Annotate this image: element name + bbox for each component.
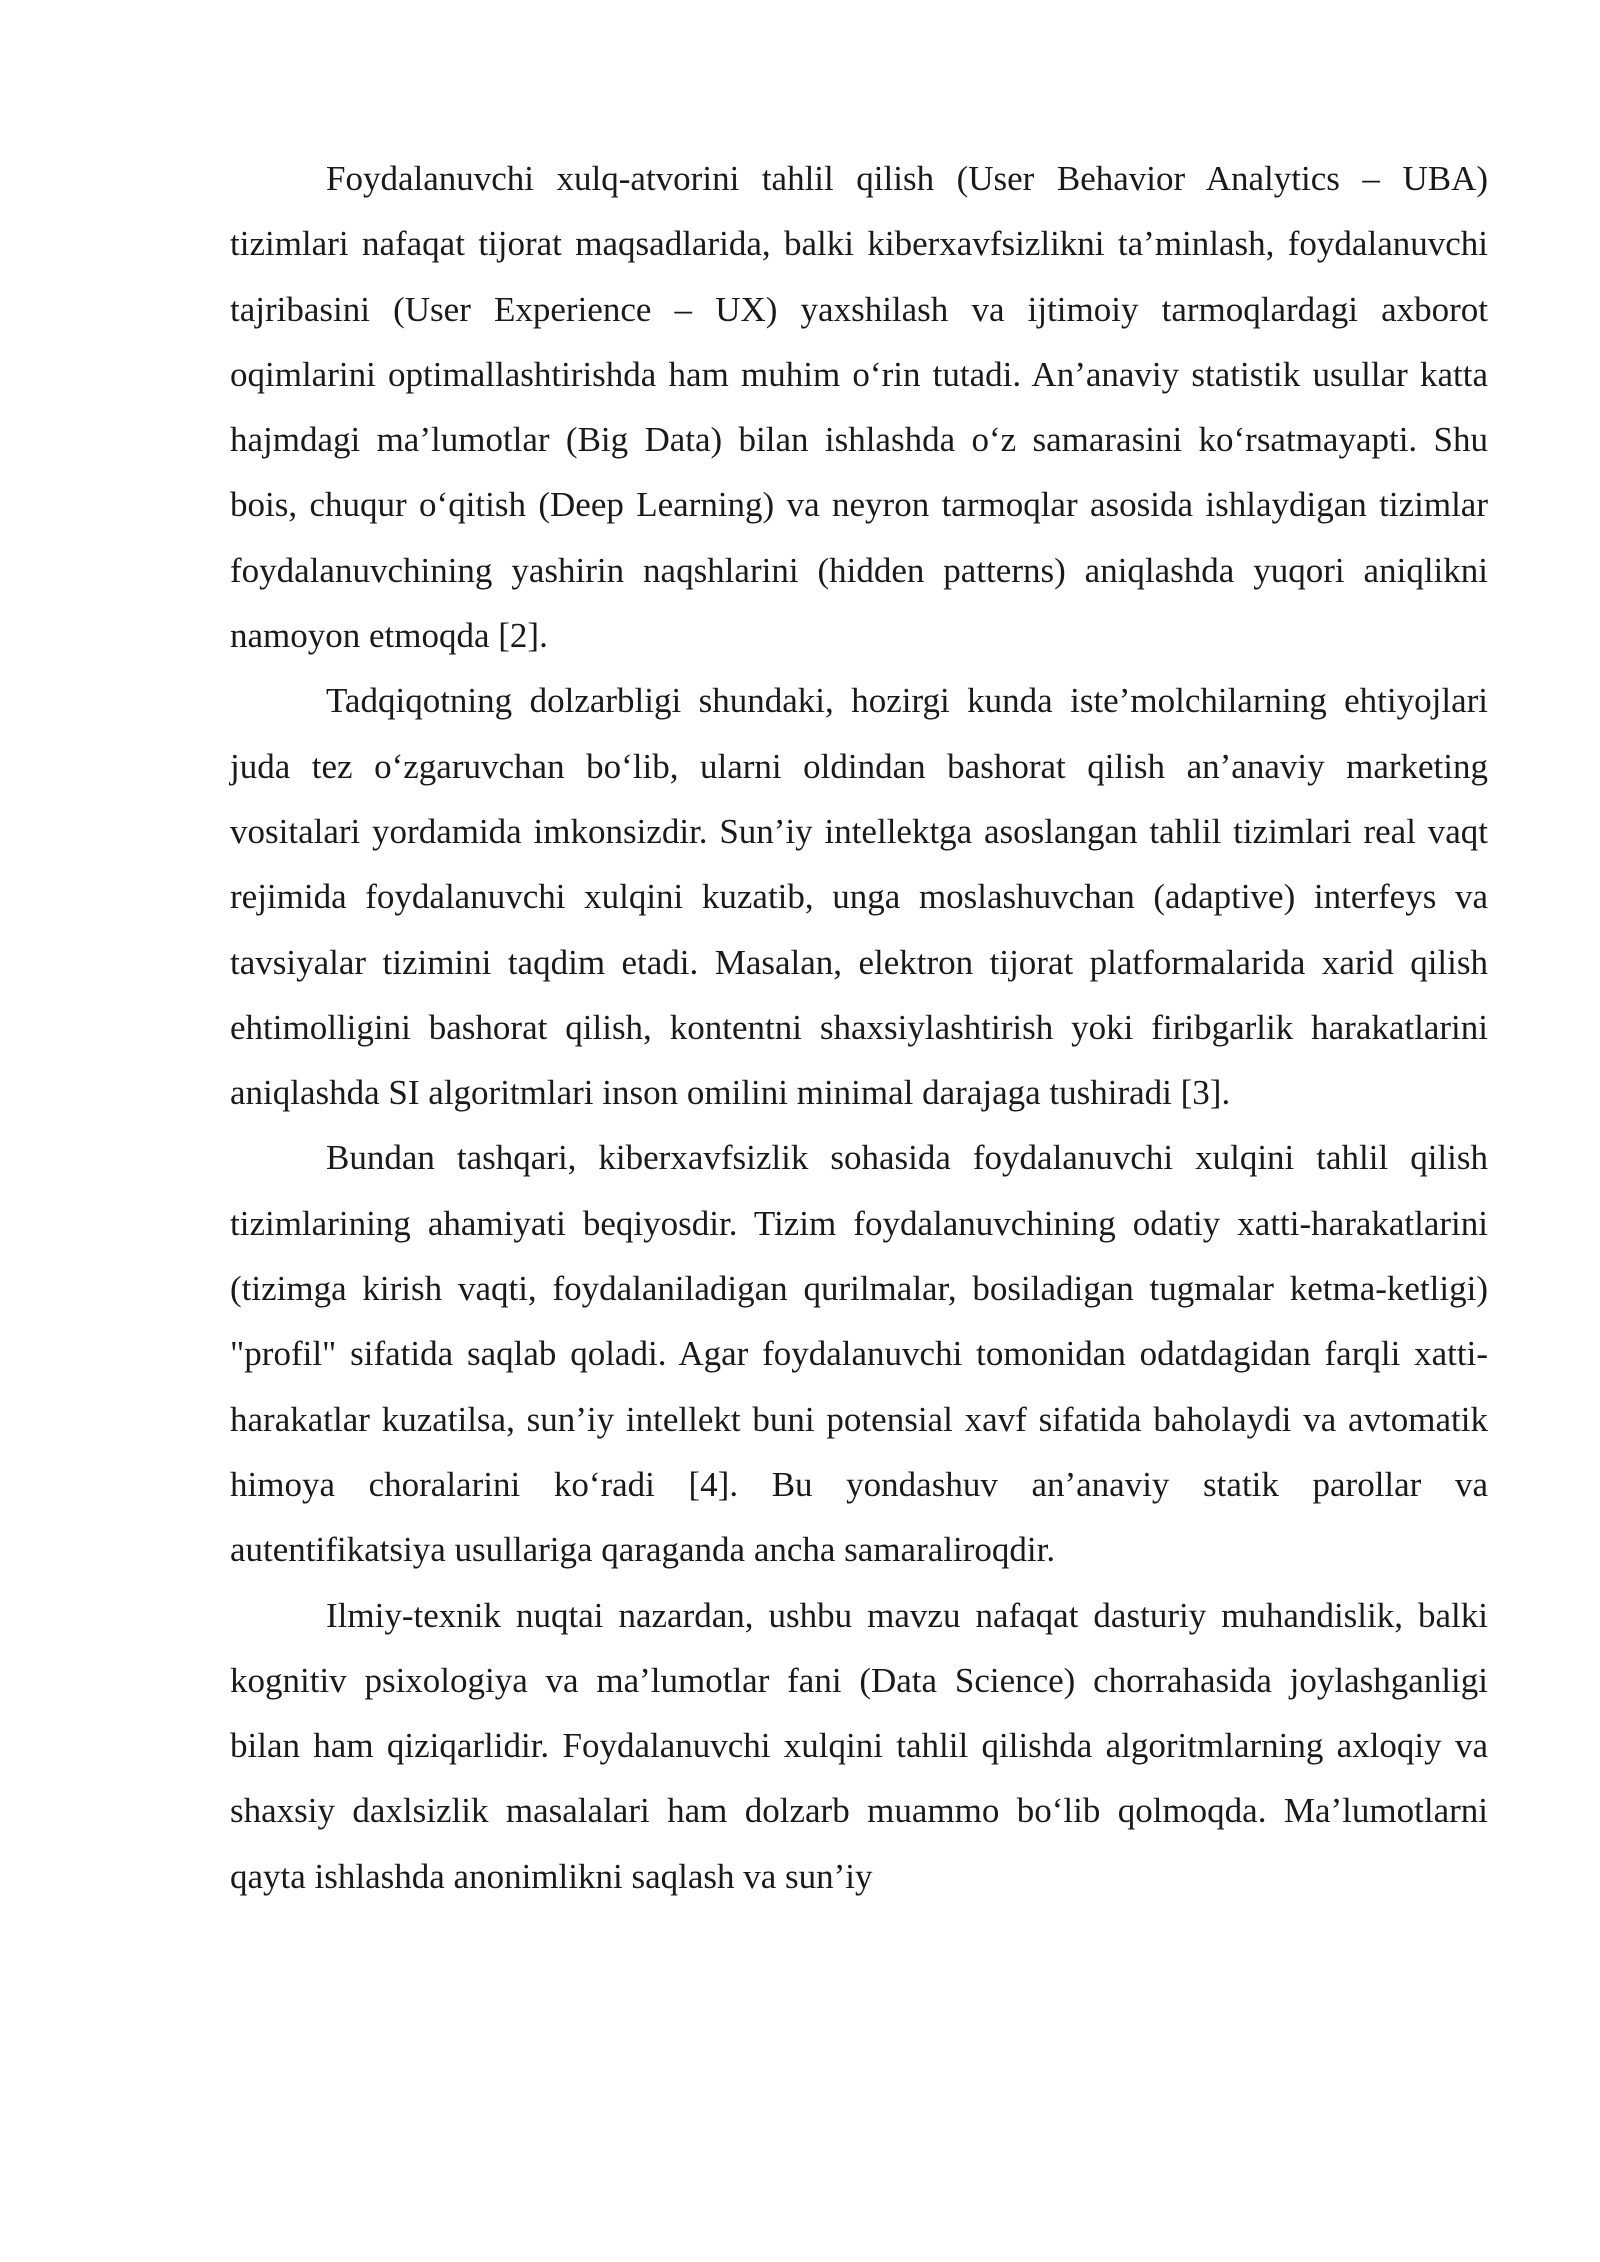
- paragraph-uba-overview: Foydalanuvchi xulq-atvorini tahlil qilish (User Behavior Analytics – UBA) tizimlari nafaqat tijorat maqsadlarida, balki kiberxavfsizlikni ta’minlash, foydalanuvchi tajribasini (User Experience – UX) yaxshilash va ijtimoiy tarmoqlardagi axborot oqimlarini optimallashtirishda ham muhim oʻrin tutadi. An’anaviy statistik usullar katta hajmdagi ma’lumotlar (Big Data) bilan ishlashda oʻz samarasini koʻrsatmayapti. Shu bois, chuqur oʻqitish (Deep Learning) va neyron tarmoqlar asosida ishlaydigan tizimlar foydalanuvchining yashirin naqshlarini (hidden patterns) aniqlashda yuqori aniqlikni namoyon etmoqda [2].: [230, 159, 1488, 656]
- paragraph-scientific-technical: Ilmiy-texnik nuqtai nazardan, ushbu mavzu nafaqat dasturiy muhandislik, balki kognitiv psixologiya va ma’lumotlar fani (Data Science) chorrahasida joylashganligi bilan ham qiziqarlidir. Foydalanuvchi xulqini tahlil qilishda algoritmlarning axloqiy va shaxsiy daxlsizlik masalalari ham dolzarb muammo boʻlib qolmoqda. Ma’lumotlarni qayta ishlashda anonimlikni saqlash va sun’iy: [230, 1595, 1488, 1896]
- document-body: [230, 146, 1488, 1909]
- paragraph-cybersecurity: Bundan tashqari, kiberxavfsizlik sohasida foydalanuvchi xulqini tahlil qilish tizimlarining ahamiyati beqiyosdir. Tizim foydalanuvchining odatiy xatti-harakatlarini (tizimga kirish vaqti, foydalaniladigan qurilmalar, bosiladigan tugmalar ketma-ketligi) "profil" sifatida saqlab qoladi. Agar foydalanuvchi tomonidan odatdagidan farqli xatti-harakatlar kuzatilsa, sun’iy intellekt buni potensial xavf sifatida baholaydi va avtomatik himoya choralarini koʻradi [4]. Bu yondashuv an’anaviy statik parollar va autentifikatsiya usullariga qaraganda ancha samaraliroqdir.: [230, 1138, 1488, 1570]
- paragraph-research-relevance: Tadqiqotning dolzarbligi shundaki, hozirgi kunda iste’molchilarning ehtiyojlari juda tez oʻzgaruvchan boʻlib, ularni oldindan bashorat qilish an’anaviy marketing vositalari yordamida imkonsizdir. Sun’iy intellektga asoslangan tahlil tizimlari real vaqt rejimida foydalanuvchi xulqini kuzatib, unga moslashuvchan (adaptive) interfeys va tavsiyalar tizimini taqdim etadi. Masalan, elektron tijorat platformalarida xarid qilish ehtimolligini bashorat qilish, kontentni shaxsiylashtirish yoki firibgarlik harakatlarini aniqlashda SI algoritmlari inson omilini minimal darajaga tushiradi [3].: [230, 681, 1488, 1113]
